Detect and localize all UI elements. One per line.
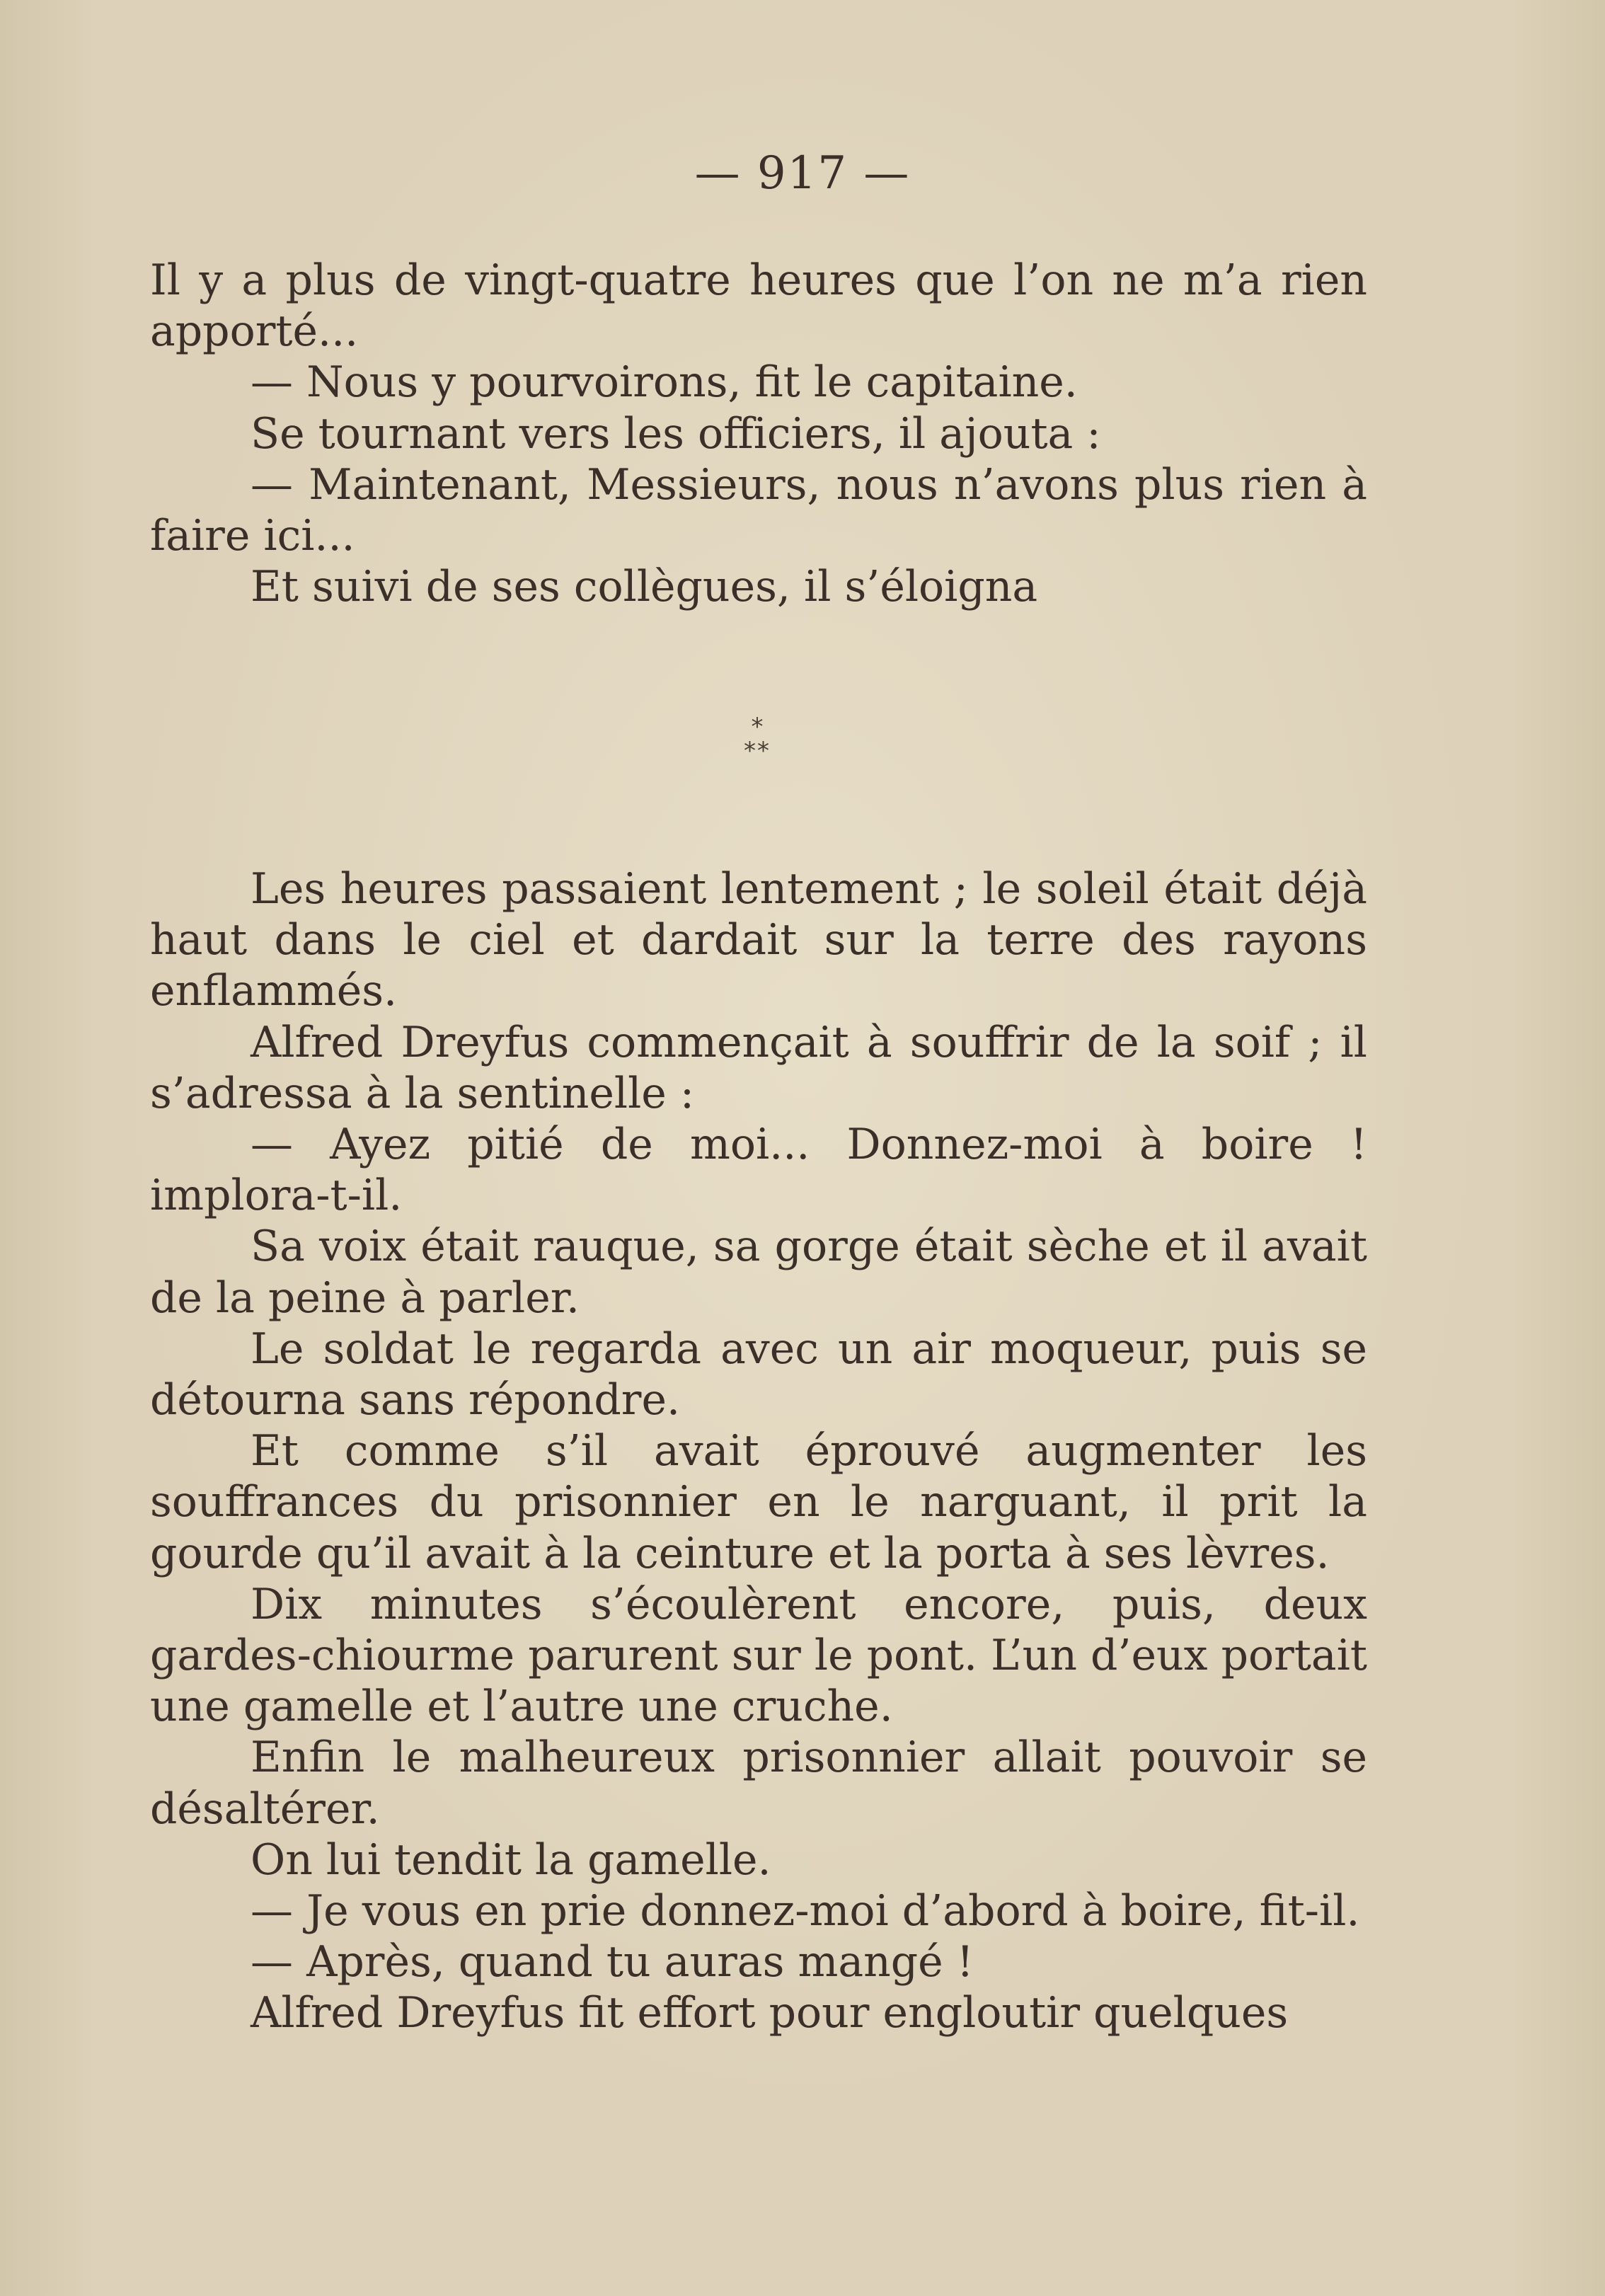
paragraph: Enfin le malheureux prisonnier allait pouvoir se désaltérer. [150,1733,1367,1834]
paragraph: On lui tendit la gamelle. [251,1835,771,1885]
paragraph: Alfred Dreyfus commençait à souffrir de la soif ; il s’adressa à la sentinelle : [150,1017,1367,1118]
section-break-asterism [732,715,782,763]
paragraph: Dix minutes s’écoulèrent encore, puis, deux gardes-chiourme parurent sur le pont. L’un d’eux portait une gamelle et l’autre une cruche. [150,1579,1367,1732]
paragraph: Alfred Dreyfus fit effort pour engloutir quelques [251,1988,1289,2038]
paragraph: — Ayez pitié de moi... Donnez-moi à boire ! implora-t-il. [150,1120,1367,1221]
paragraph: — Maintenant, Messieurs, nous n’avons plus rien à faire ici... [150,459,1367,561]
page-number: — 917 — [694,147,911,200]
paragraph: Et suivi de ses collègues, il s’éloigna [251,562,1038,612]
paragraph: Et comme s’il avait éprouvé augmenter les souffrances du prisonnier en le narguant, il prit la gourde qu’il avait à la ceinture et la porta à ses lèvres. [150,1426,1367,1578]
text-section-2 [150,863,1367,2039]
text-section-1 [150,255,1367,612]
paragraph: Le soldat le regarda avec un air moqueur, puis se détourna sans répondre. [150,1324,1367,1425]
paragraph: Il y a plus de vingt-quatre heures que l’on ne m’a rien apporté... [150,256,1367,357]
asterism-bottom: ** [744,737,771,765]
asterism-top: * [751,713,764,741]
paragraph: — Je vous en prie donnez-moi d’abord à boire, fit-il. [251,1886,1360,1936]
paragraph: Se tournant vers les officiers, il ajouta : [251,408,1101,459]
paragraph: — Nous y pourvoirons, fit le capitaine. [251,357,1078,408]
paragraph: — Après, quand tu auras mangé ! [251,1937,974,1987]
paragraph: Les heures passaient lentement ; le soleil était déjà haut dans le ciel et dardait sur la terre des rayons enflammés. [150,864,1367,1016]
paragraph: Sa voix était rauque, sa gorge était sèche et il avait de la peine à parler. [150,1222,1367,1323]
